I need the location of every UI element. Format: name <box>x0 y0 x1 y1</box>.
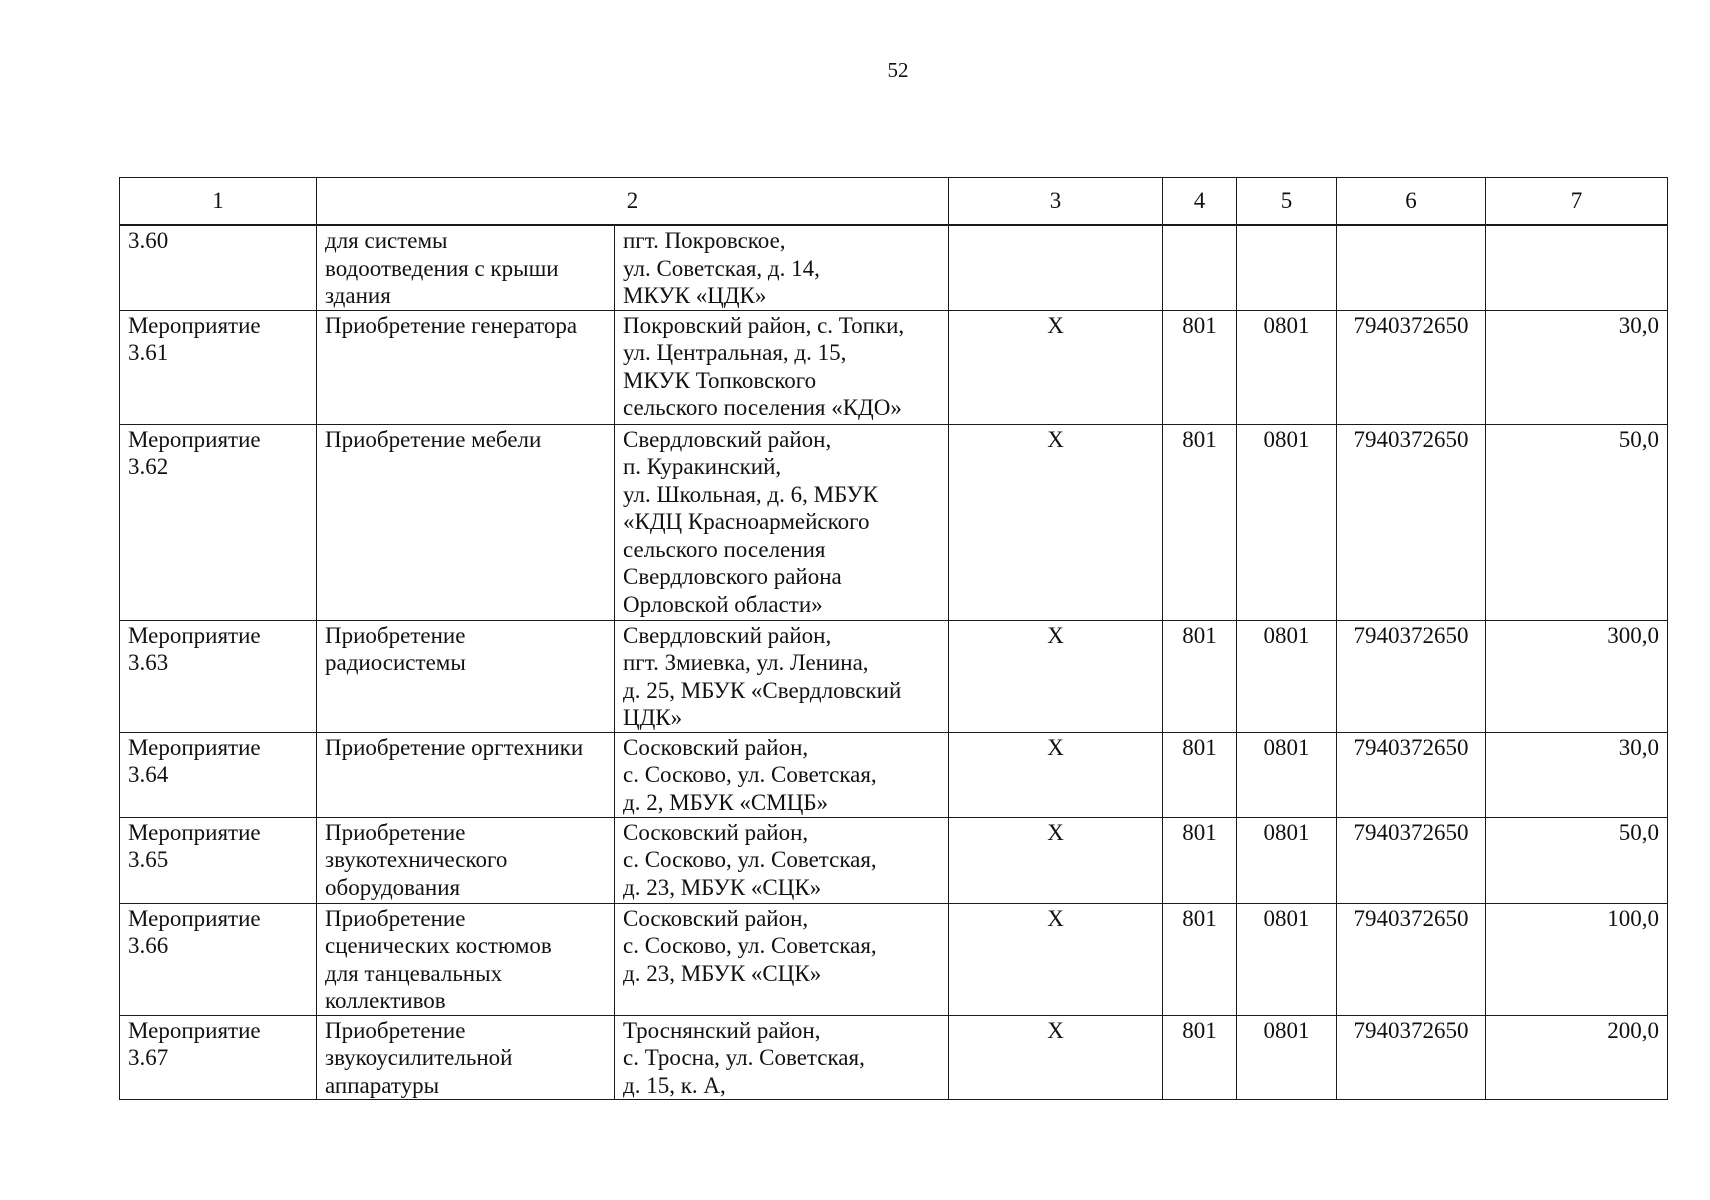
table-row <box>120 310 1668 424</box>
col-3-cell: X <box>949 1015 1163 1100</box>
page-number: 52 <box>887 58 909 82</box>
header-col-1: 1 <box>120 178 317 226</box>
budget-measures-table <box>119 177 1668 1100</box>
measure-name-cell: Приобретение сценических костюмов для танцевальных коллективов <box>317 903 615 1015</box>
table-row <box>120 817 1668 903</box>
col-4-cell: 801 <box>1163 732 1237 817</box>
measure-address-cell: Сосковский район, с. Сосково, ул. Советская, д. 2, МБУК «СМЦБ» <box>615 732 949 817</box>
col-5-cell: 0801 <box>1237 903 1337 1015</box>
col-3-cell: X <box>949 424 1163 620</box>
measure-name-cell: Приобретение генератора <box>317 310 615 424</box>
table-header-row <box>120 178 1668 226</box>
header-col-2: 2 <box>317 178 949 226</box>
table-row <box>120 225 1668 310</box>
col-4-cell: 801 <box>1163 310 1237 424</box>
col-5-cell: 0801 <box>1237 732 1337 817</box>
measure-id-cell: Мероприятие 3.64 <box>120 732 317 817</box>
measure-id-cell: Мероприятие 3.63 <box>120 620 317 732</box>
col-4-cell: 801 <box>1163 817 1237 903</box>
col-7-cell <box>1486 225 1668 310</box>
col-6-cell: 7940372650 <box>1337 1015 1486 1100</box>
col-7-cell: 100,0 <box>1486 903 1668 1015</box>
measure-address-cell: Сосковский район, с. Сосково, ул. Советская, д. 23, МБУК «СЦК» <box>615 817 949 903</box>
col-7-cell: 50,0 <box>1486 424 1668 620</box>
col-4-cell: 801 <box>1163 424 1237 620</box>
col-4-cell: 801 <box>1163 620 1237 732</box>
measure-id-cell: Мероприятие 3.61 <box>120 310 317 424</box>
col-7-cell: 30,0 <box>1486 732 1668 817</box>
col-4-cell: 801 <box>1163 1015 1237 1100</box>
table-row <box>120 903 1668 1015</box>
col-5-cell: 0801 <box>1237 1015 1337 1100</box>
measure-address-cell: пгт. Покровское, ул. Советская, д. 14, МКУК «ЦДК» <box>615 225 949 310</box>
measure-name-cell: Приобретение звукоусилительной аппаратуры <box>317 1015 615 1100</box>
col-3-cell: X <box>949 310 1163 424</box>
col-7-cell: 300,0 <box>1486 620 1668 732</box>
table-row <box>120 424 1668 620</box>
col-3-cell: X <box>949 817 1163 903</box>
col-7-cell: 50,0 <box>1486 817 1668 903</box>
header-col-3: 3 <box>949 178 1163 226</box>
measure-id-cell: Мероприятие 3.62 <box>120 424 317 620</box>
table-row <box>120 1015 1668 1100</box>
measure-name-cell: Приобретение мебели <box>317 424 615 620</box>
header-col-5: 5 <box>1237 178 1337 226</box>
col-4-cell <box>1163 225 1237 310</box>
measure-name-cell: Приобретение оргтехники <box>317 732 615 817</box>
col-3-cell: X <box>949 620 1163 732</box>
col-6-cell: 7940372650 <box>1337 310 1486 424</box>
measure-id-cell: 3.60 <box>120 225 317 310</box>
table-body <box>120 225 1668 1100</box>
measure-address-cell: Покровский район, с. Топки, ул. Центральная, д. 15, МКУК Топковского сельского поселения «КДО» <box>615 310 949 424</box>
measure-id-cell: Мероприятие 3.65 <box>120 817 317 903</box>
measure-name-cell: Приобретение звукотехнического оборудования <box>317 817 615 903</box>
col-6-cell: 7940372650 <box>1337 732 1486 817</box>
col-5-cell: 0801 <box>1237 310 1337 424</box>
measure-address-cell: Свердловский район, пгт. Змиевка, ул. Ленина, д. 25, МБУК «Свердловский ЦДК» <box>615 620 949 732</box>
col-6-cell: 7940372650 <box>1337 817 1486 903</box>
measure-id-cell: Мероприятие 3.67 <box>120 1015 317 1100</box>
col-5-cell: 0801 <box>1237 620 1337 732</box>
col-4-cell: 801 <box>1163 903 1237 1015</box>
col-3-cell: X <box>949 903 1163 1015</box>
col-5-cell <box>1237 225 1337 310</box>
col-6-cell: 7940372650 <box>1337 620 1486 732</box>
col-5-cell: 0801 <box>1237 817 1337 903</box>
col-7-cell: 30,0 <box>1486 310 1668 424</box>
measure-name-cell: Приобретение радиосистемы <box>317 620 615 732</box>
table-row <box>120 732 1668 817</box>
col-7-cell: 200,0 <box>1486 1015 1668 1100</box>
col-6-cell <box>1337 225 1486 310</box>
col-3-cell <box>949 225 1163 310</box>
header-col-4: 4 <box>1163 178 1237 226</box>
col-6-cell: 7940372650 <box>1337 424 1486 620</box>
measure-address-cell: Троснянский район, с. Тросна, ул. Советская, д. 15, к. А, <box>615 1015 949 1100</box>
header-col-7: 7 <box>1486 178 1668 226</box>
col-5-cell: 0801 <box>1237 424 1337 620</box>
header-col-6: 6 <box>1337 178 1486 226</box>
measure-name-cell: для системы водоотведения с крыши здания <box>317 225 615 310</box>
col-6-cell: 7940372650 <box>1337 903 1486 1015</box>
table-row <box>120 620 1668 732</box>
measure-address-cell: Свердловский район, п. Куракинский, ул. Школьная, д. 6, МБУК «КДЦ Красноармейского сельского поселения Свердловского района Орловской области» <box>615 424 949 620</box>
measure-address-cell: Сосковский район, с. Сосково, ул. Советская, д. 23, МБУК «СЦК» <box>615 903 949 1015</box>
measure-id-cell: Мероприятие 3.66 <box>120 903 317 1015</box>
col-3-cell: X <box>949 732 1163 817</box>
